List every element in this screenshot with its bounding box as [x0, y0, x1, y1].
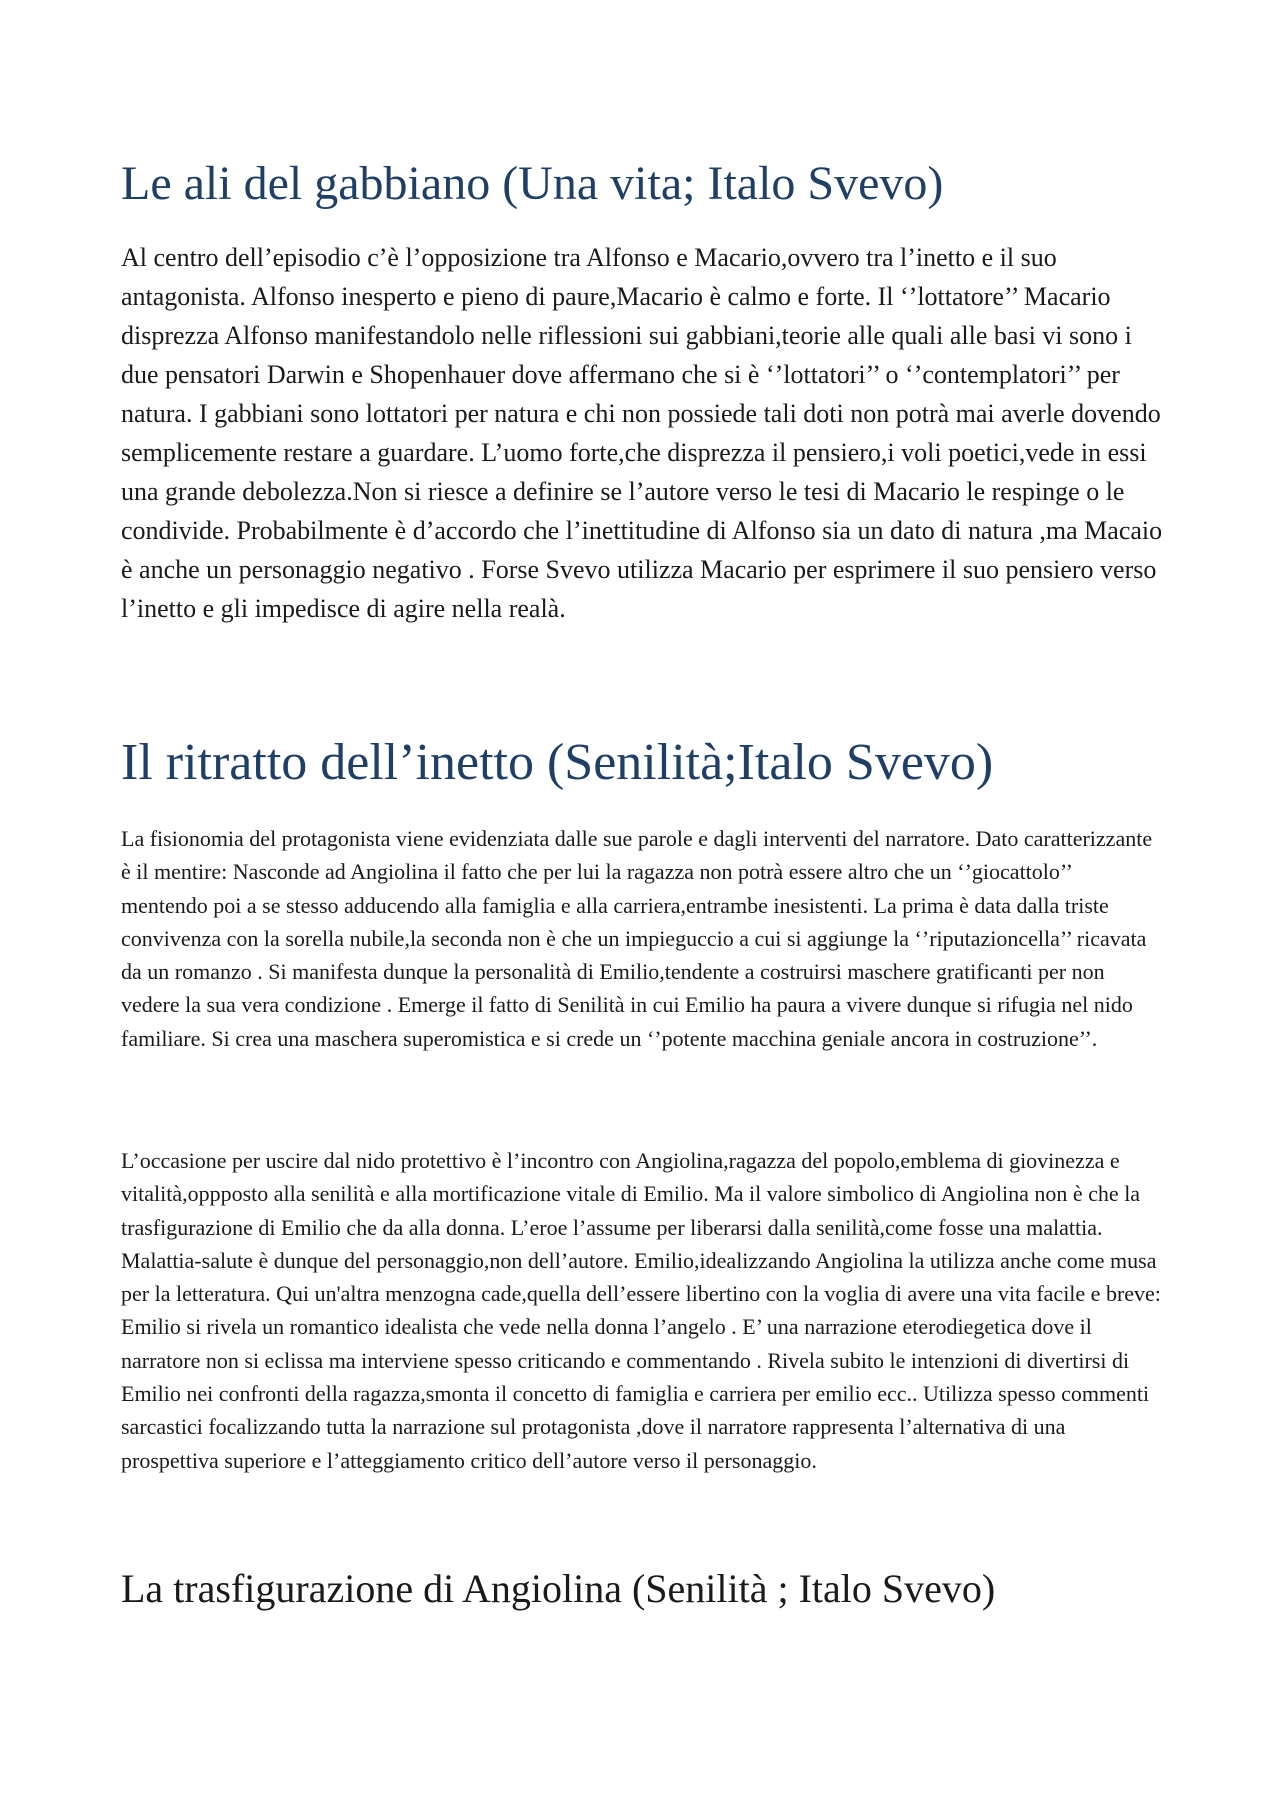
- section-paragraph-ritratto-inetto-2: L’occasione per uscire dal nido protettivo è l’incontro con Angiolina,ragazza del popolo,emblema di giovinezza e vitalità,oppposto alla senilità e alla mortificazione vitale di Emilio. Ma il valore simbolico di Angiolina non è che la trasfigurazione di Emilio che da alla donna. L’eroe l’assume per liberarsi dalla senilità,come fosse una malattia. Malattia-salute è dunque del personaggio,non dell’autore. Emilio,idealizzando Angiolina la utilizza anche come musa per la letteratura. Qui un'altra menzogna cade,quella dell’essere libertino con la voglia di avere una vita facile e breve: Emilio si rivela un romantico idealista che vede nella donna l’angelo . E’ una narrazione eterodiegetica dove il narratore non si eclissa ma interviene spesso criticando e commentando . Rivela subito le intenzioni di divertirsi di Emilio nei confronti della ragazza,smonta il concetto di famiglia e carriera per emilio ecc.. Utilizza spesso commenti sarcastici focalizzando tutta la narrazione sul protagonista ,dove il narratore rappresenta l’alternativa di una prospettiva superiore e l’atteggiamento critico dell’autore verso il personaggio.: [121, 1148, 1161, 1473]
- section-paragraph-ali-del-gabbiano: Al centro dell’episodio c’è l’opposizione tra Alfonso e Macario,ovvero tra l’inetto e il suo antagonista. Alfonso inesperto e pieno di paure,Macario è calmo e forte. Il ‘’lottatore’’ Macario disprezza Alfonso manifestandolo nelle riflessioni sui gabbiani,teorie alle quali alle basi vi sono i due pensatori Darwin e Shopenhauer dove affermano che si è ‘’lottatori’’ o ‘’contemplatori’’ per natura. I gabbiani sono lottatori per natura e chi non possiede tali doti non potrà mai averle dovendo semplicemente restare a guardare. L’uomo forte,che disprezza il pensiero,i voli poetici,vede in essi una grande debolezza.Non si riesce a definire se l’autore verso le tesi di Macario le respinge o le condivide. Probabilmente è d’accordo che l’inettitudine di Alfonso sia un dato di natura ,ma Macaio è anche un personaggio negativo . Forse Svevo utilizza Macario per esprimere il suo pensiero verso l’inetto e gli impedisce di agire nella realà.: [121, 243, 1163, 623]
- section-heading-trasfigurazione-angiolina: La trasfigurazione di Angiolina (Senilità ; Italo Svevo): [121, 1566, 996, 1611]
- section-heading-ritratto-inetto: Il ritratto dell’inetto (Senilità;Italo Svevo): [121, 734, 994, 791]
- section-paragraph-ritratto-inetto-1: La fisionomia del protagonista viene evidenziata dalle sue parole e dagli interventi del narratore. Dato caratterizzante è il mentire: Nasconde ad Angiolina il fatto che per lui la ragazza non potrà essere altro che un ‘’giocattolo’’ mentendo poi a se stesso adducendo alla famiglia e alla carriera,entrambe inesistenti. La prima è data dalla triste convivenza con la sorella nubile,la seconda non è che un impieguccio a cui si aggiunge la ‘’riputazioncella’’ ricavata da un romanzo . Si manifesta dunque la personalità di Emilio,tendente a costruirsi maschere gratificanti per non vedere la sua vera condizione . Emerge il fatto di Senilità in cui Emilio ha paura a vivere dunque si rifugia nel nido familiare. Si crea una maschera superomistica e si crede un ‘’potente macchina geniale ancora in costruzione’’.: [121, 826, 1153, 1051]
- section-heading-ali-del-gabbiano: Le ali del gabbiano (Una vita; Italo Svevo): [121, 157, 944, 210]
